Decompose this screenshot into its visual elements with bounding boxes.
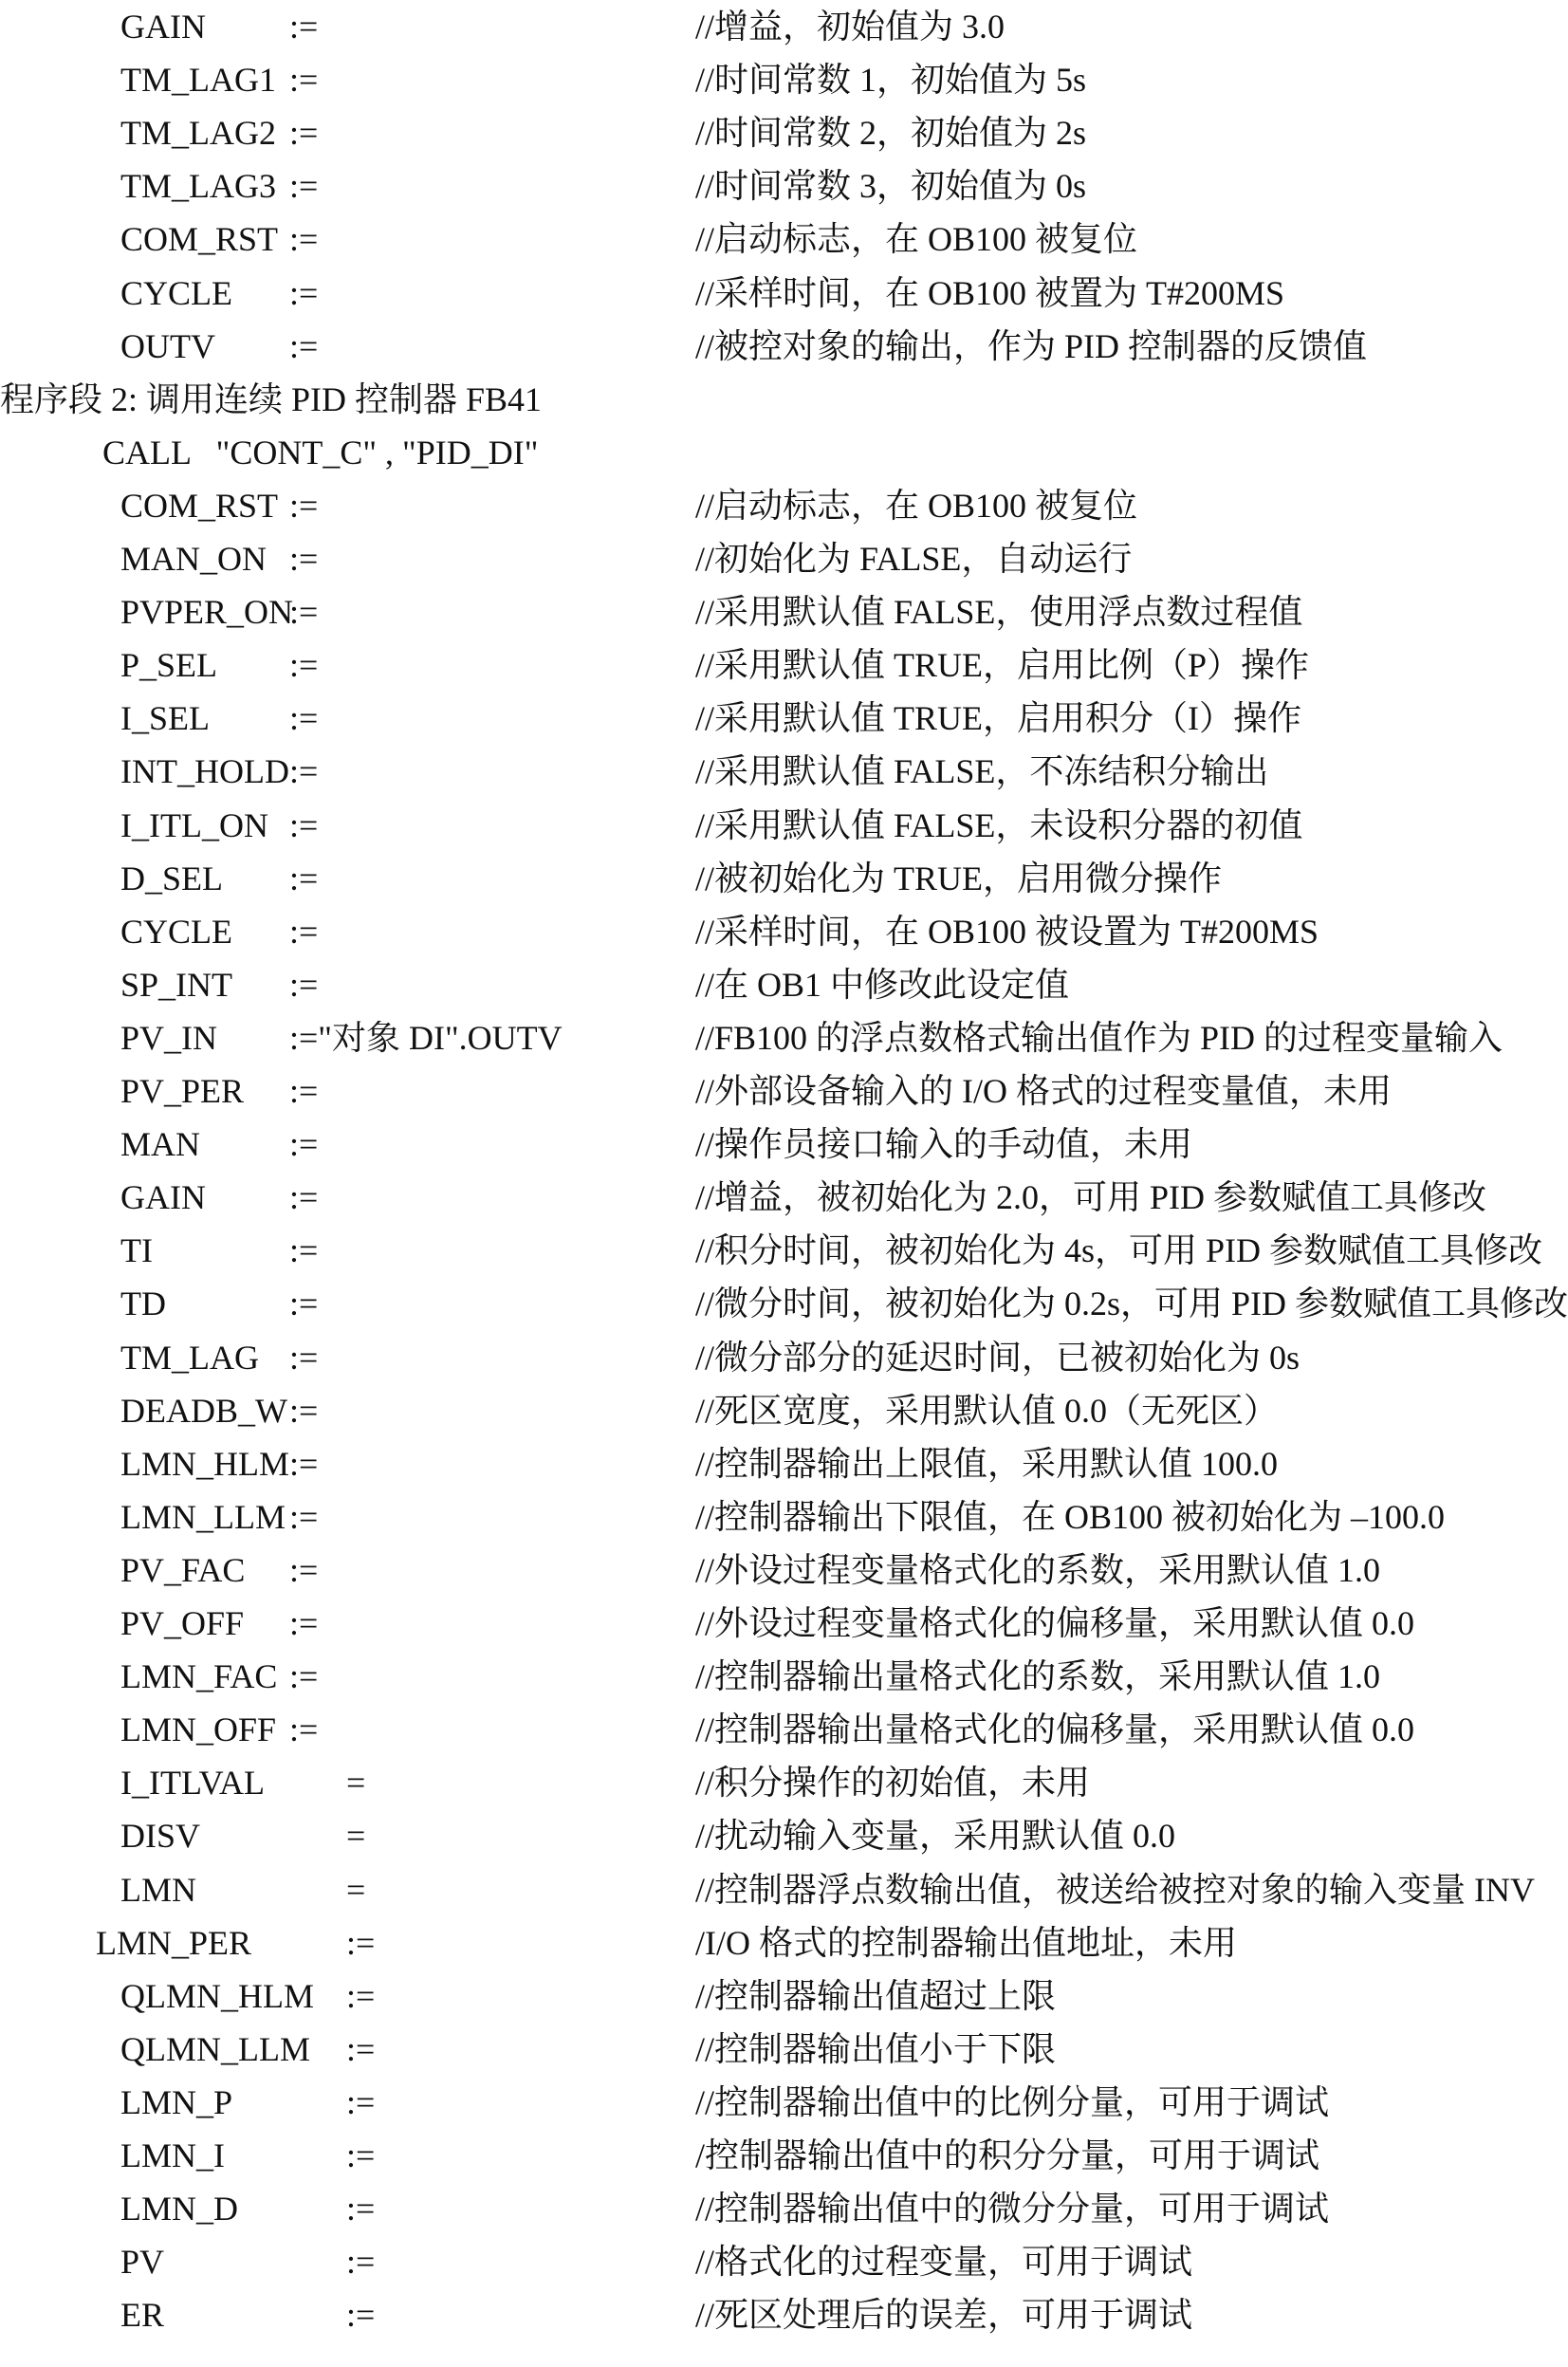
line-comment: //操作员接口输入的手动值，未用 bbox=[695, 1125, 1193, 1164]
assign-operator: := bbox=[289, 1338, 319, 1377]
assign-operator: := bbox=[289, 1497, 319, 1536]
assign-operator: := bbox=[346, 2243, 376, 2282]
line-comment: //采用默认值 FALSE，不冻结积分输出 bbox=[695, 752, 1269, 791]
code-line bbox=[0, 0, 1568, 53]
code-line bbox=[0, 1011, 1568, 1064]
param-name: OUTV bbox=[120, 326, 215, 365]
param-name: MAN_ON bbox=[120, 540, 267, 578]
code-line bbox=[0, 1118, 1568, 1171]
assign-operator: := bbox=[289, 114, 319, 153]
assign-operator: := bbox=[289, 1657, 319, 1696]
code-line bbox=[0, 1809, 1568, 1862]
line-comment: //采用默认值 FALSE，未设积分器的初值 bbox=[695, 805, 1303, 844]
line-comment: //时间常数 2，初始值为 2s bbox=[695, 114, 1087, 153]
param-name: I_ITLVAL bbox=[120, 1764, 265, 1803]
code-line bbox=[0, 958, 1568, 1011]
line-comment: //控制器输出量格式化的偏移量，采用默认值 0.0 bbox=[695, 1711, 1415, 1749]
line-comment: //控制器输出上限值，采用默认值 100.0 bbox=[695, 1444, 1279, 1483]
line-comment: //采用默认值 TRUE，启用积分（I）操作 bbox=[695, 699, 1301, 738]
line-comment: //被控对象的输出，作为 PID 控制器的反馈值 bbox=[695, 326, 1368, 365]
line-comment: //积分时间，被初始化为 4s，可用 PID 参数赋值工具修改 bbox=[695, 1231, 1543, 1270]
line-comment: //控制器浮点数输出值，被送给被控对象的输入变量 INV bbox=[695, 1870, 1535, 1909]
assign-operator: := bbox=[346, 1923, 376, 1962]
assign-operator: := bbox=[289, 8, 319, 46]
code-line bbox=[0, 852, 1568, 905]
assign-operator: := bbox=[346, 2082, 376, 2121]
line-comment: //外部设备输入的 I/O 格式的过程变量值，未用 bbox=[695, 1072, 1392, 1110]
line-comment: //增益，初始值为 3.0 bbox=[695, 8, 1005, 46]
line-comment: //时间常数 3，初始值为 0s bbox=[695, 167, 1087, 206]
code-line bbox=[0, 745, 1568, 798]
assign-operator: := bbox=[289, 273, 319, 312]
assign-operator: := bbox=[289, 61, 319, 100]
assign-operator: := bbox=[289, 220, 319, 259]
param-name: PV_OFF bbox=[120, 1604, 245, 1642]
assign-operator: := bbox=[289, 965, 319, 1004]
param-name: LMN_FAC bbox=[120, 1657, 278, 1696]
param-name: LMN_OFF bbox=[120, 1711, 277, 1749]
line-comment: //扰动输入变量，采用默认值 0.0 bbox=[695, 1817, 1176, 1856]
line-comment: //在 OB1 中修改此设定值 bbox=[695, 965, 1070, 1004]
line-comment: //启动标志，在 OB100 被复位 bbox=[695, 486, 1138, 525]
code-line bbox=[0, 2288, 1568, 2341]
param-name: PV_PER bbox=[120, 1072, 245, 1110]
param-name: ER bbox=[120, 2296, 165, 2335]
code-line bbox=[0, 1544, 1568, 1597]
assign-operator: := bbox=[346, 1976, 376, 2015]
call-statement-text: CALL "CONT_C" , "PID_DI" bbox=[102, 433, 539, 472]
assign-operator: := bbox=[346, 2136, 376, 2174]
code-line bbox=[0, 106, 1568, 159]
code-line bbox=[0, 1277, 1568, 1330]
param-name: TM_LAG1 bbox=[120, 61, 276, 100]
code-line bbox=[0, 1490, 1568, 1544]
line-comment: //微分部分的延迟时间，已被初始化为 0s bbox=[695, 1338, 1301, 1377]
param-name: P_SEL bbox=[120, 646, 218, 685]
param-name: PVPER_ON bbox=[120, 593, 294, 632]
line-comment: //控制器输出值中的微分分量，可用于调试 bbox=[695, 2190, 1330, 2228]
param-name: DISV bbox=[120, 1817, 201, 1856]
assign-operator: :="对象 DI".OUTV bbox=[289, 1018, 563, 1057]
code-line bbox=[0, 2182, 1568, 2235]
code-line bbox=[0, 1224, 1568, 1277]
code-line bbox=[0, 2235, 1568, 2288]
assign-operator: := bbox=[289, 1604, 319, 1642]
code-line bbox=[0, 1171, 1568, 1224]
param-name: D_SEL bbox=[120, 859, 223, 897]
line-comment: //采用默认值 FALSE，使用浮点数过程值 bbox=[695, 593, 1303, 632]
code-line bbox=[0, 1597, 1568, 1650]
param-name: CYCLE bbox=[120, 273, 233, 312]
param-name: COM_RST bbox=[120, 486, 279, 525]
param-name: MAN bbox=[120, 1125, 201, 1164]
assign-operator: := bbox=[289, 752, 319, 791]
param-name: PV_IN bbox=[120, 1018, 218, 1057]
code-line bbox=[0, 905, 1568, 958]
param-name: SP_INT bbox=[120, 965, 233, 1004]
code-line bbox=[0, 213, 1568, 266]
code-line bbox=[0, 1703, 1568, 1756]
param-name: DEADB_W bbox=[120, 1391, 287, 1430]
line-comment: //采样时间，在 OB100 被置为 T#200MS bbox=[695, 273, 1285, 312]
code-line bbox=[0, 1969, 1568, 2023]
assign-operator: := bbox=[289, 1072, 319, 1110]
code-line bbox=[0, 53, 1568, 106]
assign-operator: := bbox=[289, 1550, 319, 1589]
param-name: TI bbox=[120, 1231, 153, 1270]
code-line bbox=[0, 1437, 1568, 1490]
assign-operator: := bbox=[346, 2029, 376, 2068]
code-line bbox=[0, 1863, 1568, 1916]
param-name: LMN bbox=[120, 1870, 196, 1909]
param-name: TD bbox=[120, 1285, 166, 1323]
line-comment: //采用默认值 TRUE，启用比例（P）操作 bbox=[695, 646, 1310, 685]
param-name: COM_RST bbox=[120, 220, 279, 259]
assign-operator: = bbox=[346, 1870, 366, 1909]
param-name: PV_FAC bbox=[120, 1550, 246, 1589]
assign-operator: := bbox=[346, 2296, 376, 2335]
assign-operator: := bbox=[289, 912, 319, 951]
assign-operator: := bbox=[289, 593, 319, 632]
assign-operator: := bbox=[289, 1178, 319, 1217]
line-comment: //微分时间，被初始化为 0.2s，可用 PID 参数赋值工具修改 bbox=[695, 1285, 1568, 1323]
code-line bbox=[0, 1756, 1568, 1809]
param-name: TM_LAG3 bbox=[120, 167, 276, 206]
line-comment: //死区处理后的误差，可用于调试 bbox=[695, 2296, 1193, 2335]
code-line bbox=[0, 267, 1568, 320]
code-line bbox=[0, 799, 1568, 852]
line-comment: //外设过程变量格式化的系数，采用默认值 1.0 bbox=[695, 1550, 1381, 1589]
code-line bbox=[0, 320, 1568, 373]
param-name: LMN_LLM bbox=[120, 1497, 286, 1536]
line-comment: //时间常数 1，初始值为 5s bbox=[695, 61, 1087, 100]
assign-operator: := bbox=[289, 540, 319, 578]
line-comment: //控制器输出量格式化的系数，采用默认值 1.0 bbox=[695, 1657, 1381, 1696]
assign-operator: := bbox=[289, 1711, 319, 1749]
assign-operator: := bbox=[289, 646, 319, 685]
param-name: LMN_HLM bbox=[120, 1444, 289, 1483]
code-line bbox=[0, 1650, 1568, 1703]
code-line bbox=[0, 585, 1568, 638]
param-name: I_ITL_ON bbox=[120, 805, 268, 844]
assign-operator: := bbox=[289, 699, 319, 738]
section-heading-text: 程序段 2: 调用连续 PID 控制器 FB41 bbox=[0, 379, 543, 418]
line-comment: /I/O 格式的控制器输出值地址，未用 bbox=[695, 1923, 1237, 1962]
line-comment: //初始化为 FALSE，自动运行 bbox=[695, 540, 1133, 578]
line-comment: //增益，被初始化为 2.0，可用 PID 参数赋值工具修改 bbox=[695, 1178, 1487, 1217]
code-line bbox=[0, 2023, 1568, 2076]
line-comment: //启动标志，在 OB100 被复位 bbox=[695, 220, 1138, 259]
code-line bbox=[0, 1916, 1568, 1969]
call-statement bbox=[0, 426, 1568, 479]
line-comment: //控制器输出值中的比例分量，可用于调试 bbox=[695, 2082, 1330, 2121]
assign-operator: := bbox=[346, 2190, 376, 2228]
assign-operator: := bbox=[289, 486, 319, 525]
code-line bbox=[0, 638, 1568, 692]
line-comment: //控制器输出下限值，在 OB100 被初始化为 –100.0 bbox=[695, 1497, 1446, 1536]
code-line bbox=[0, 1331, 1568, 1384]
param-name: QLMN_HLM bbox=[120, 1976, 314, 2015]
line-comment: //外设过程变量格式化的偏移量，采用默认值 0.0 bbox=[695, 1604, 1415, 1642]
line-comment: //死区宽度，采用默认值 0.0（无死区） bbox=[695, 1391, 1279, 1430]
assign-operator: := bbox=[289, 1444, 319, 1483]
param-name: LMN_D bbox=[120, 2190, 238, 2228]
param-name: TM_LAG2 bbox=[120, 114, 276, 153]
assign-operator: := bbox=[289, 1231, 319, 1270]
param-name: CYCLE bbox=[120, 912, 233, 951]
param-name: QLMN_LLM bbox=[120, 2029, 310, 2068]
code-line bbox=[0, 532, 1568, 585]
assign-operator: := bbox=[289, 1391, 319, 1430]
assign-operator: := bbox=[289, 1125, 319, 1164]
line-comment: //控制器输出值超过上限 bbox=[695, 1976, 1057, 2015]
param-name: GAIN bbox=[120, 1178, 206, 1217]
line-comment: //FB100 的浮点数格式输出值作为 PID 的过程变量输入 bbox=[695, 1018, 1503, 1057]
assign-operator: := bbox=[289, 167, 319, 206]
code-line bbox=[0, 2129, 1568, 2182]
assign-operator: := bbox=[289, 326, 319, 365]
code-line bbox=[0, 2076, 1568, 2129]
assign-operator: := bbox=[289, 859, 319, 897]
assign-operator: = bbox=[346, 1817, 366, 1856]
line-comment: //格式化的过程变量，可用于调试 bbox=[695, 2243, 1193, 2282]
line-comment: //被初始化为 TRUE，启用微分操作 bbox=[695, 859, 1222, 897]
param-name: I_SEL bbox=[120, 699, 210, 738]
code-line bbox=[0, 159, 1568, 213]
param-name: LMN_P bbox=[120, 2082, 233, 2121]
code-line bbox=[0, 692, 1568, 745]
param-name: INT_HOLD bbox=[120, 752, 289, 791]
param-name: LMN_I bbox=[120, 2136, 225, 2174]
assign-operator: := bbox=[289, 805, 319, 844]
assign-operator: = bbox=[346, 1764, 366, 1803]
param-name: GAIN bbox=[120, 8, 206, 46]
param-name: LMN_PER bbox=[96, 1923, 252, 1962]
assign-operator: := bbox=[289, 1285, 319, 1323]
param-name: PV bbox=[120, 2243, 165, 2282]
param-name: TM_LAG bbox=[120, 1338, 259, 1377]
line-comment: /控制器输出值中的积分分量，可用于调试 bbox=[695, 2136, 1320, 2174]
section-heading bbox=[0, 373, 1568, 426]
line-comment: //控制器输出值小于下限 bbox=[695, 2029, 1057, 2068]
line-comment: //采样时间，在 OB100 被设置为 T#200MS bbox=[695, 912, 1319, 951]
code-line bbox=[0, 479, 1568, 532]
code-line bbox=[0, 1064, 1568, 1118]
code-line bbox=[0, 1384, 1568, 1437]
line-comment: //积分操作的初始值，未用 bbox=[695, 1764, 1091, 1803]
